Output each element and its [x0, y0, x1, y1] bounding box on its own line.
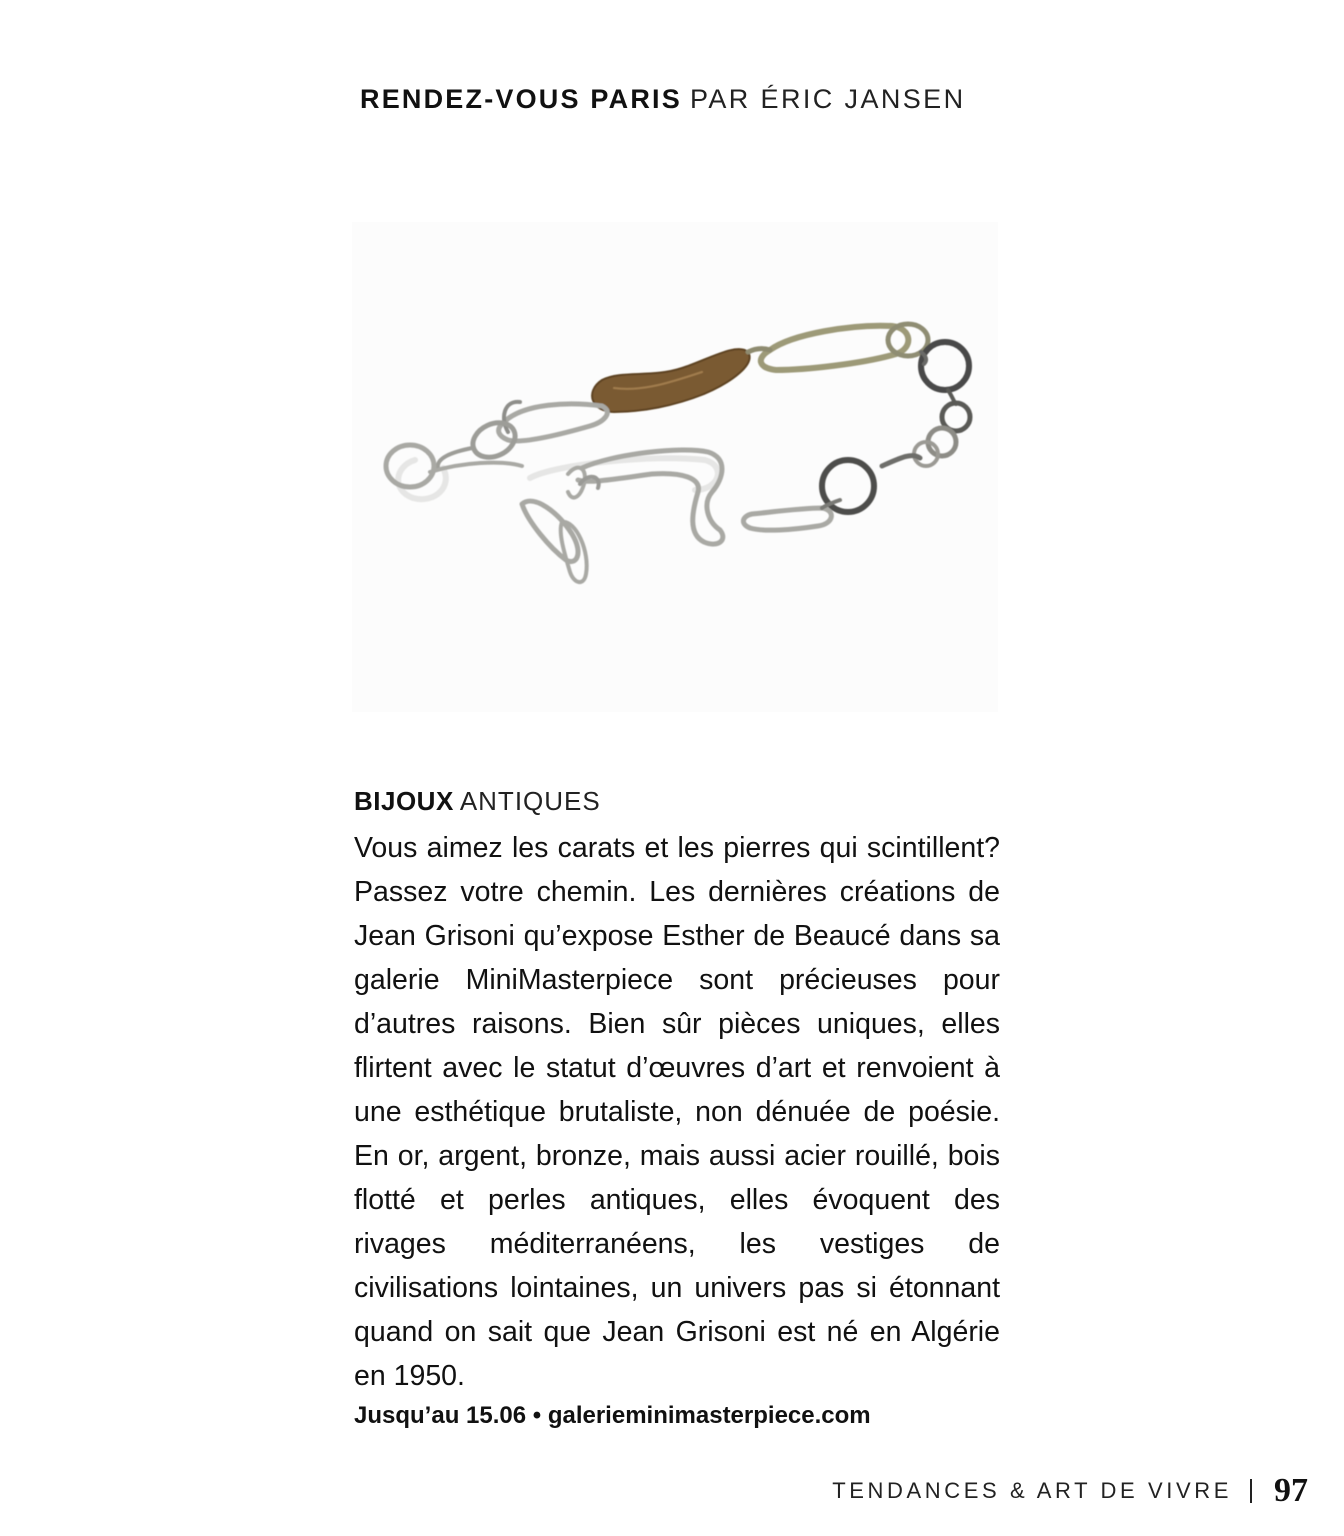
page-number: 97: [1274, 1472, 1308, 1509]
article-body: Vous aimez les carats et les pierres qui scintillent? Passez votre chemin. Les dernières créations de Jean Grisoni qu’expose Esther de Beaucé dans sa galerie MiniMasterpiece sont précieuses pour d’autres raisons. Bien sûr pièces uniques, elles flirtent avec le statut d’œuvres d’art et renvoient à une esthétique brutaliste, non dénuée de poésie. En or, argent, bronze, mais aussi acier rouillé, bois flotté et perles antiques, elles évoquent des rivages méditerranéens, les vestiges de civilisations lointaines, un univers pas si étonnant quand on sait que Jean Grisoni est né en Algérie en 1950.: [354, 832, 1000, 1392]
bracelet-photo: [352, 222, 998, 712]
footer-divider: [1250, 1479, 1252, 1503]
page-header: [360, 82, 1060, 116]
article-heading: [354, 784, 1000, 818]
page-footer: [832, 1466, 1308, 1516]
bracelet-illustration: [352, 222, 998, 712]
byline: PAR ÉRIC JANSEN: [689, 84, 966, 114]
rubric-title: RENDEZ-VOUS PARIS: [360, 84, 682, 114]
exhibition-info: Jusqu’au 15.06 • galerieminimasterpiece.com: [354, 1402, 871, 1429]
article-kicker: BIJOUX: [354, 786, 454, 816]
footer-section-name: TENDANCES & ART DE VIVRE: [832, 1478, 1232, 1503]
article-title: ANTIQUES: [459, 786, 601, 816]
